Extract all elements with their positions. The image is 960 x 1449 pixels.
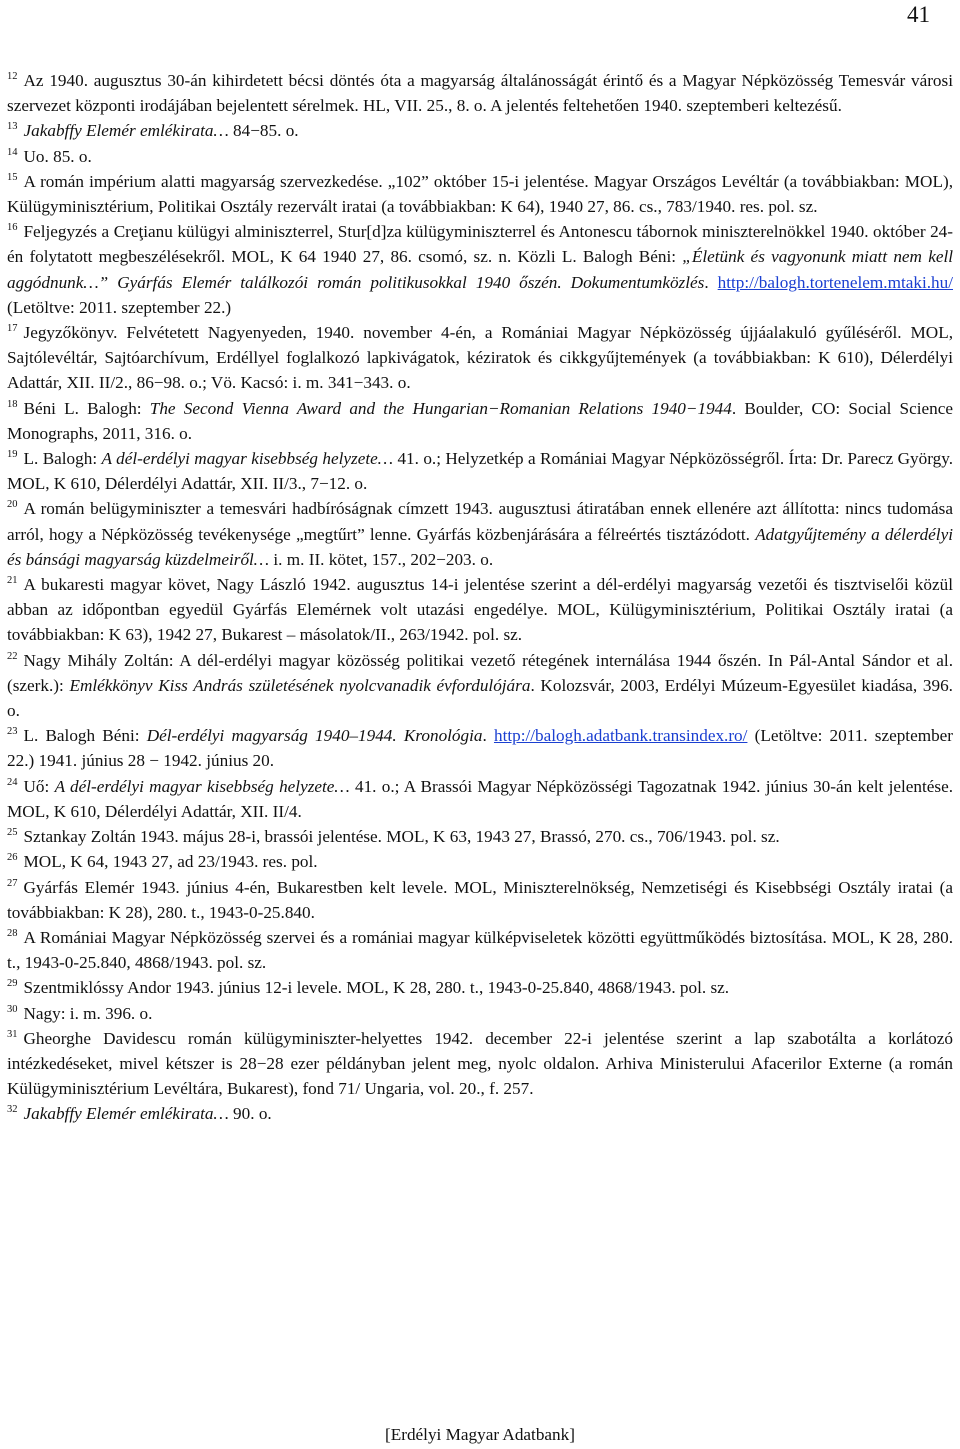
footnote-text: Sztankay Zoltán 1943. május 28-i, brassói jelentése. MOL, K 63, 1943 27, Brassó, 270. cs., 706/1943. pol. sz.: [23, 827, 780, 847]
footnote-number: 32: [7, 1104, 18, 1116]
footnote-number: 16: [7, 222, 18, 234]
footnote-text: 90. o.: [228, 1104, 272, 1124]
footnote: [7, 68, 953, 118]
footnote-italic-text: Adatgyűjtemény a délerdélyi és bánsági magyarság küzdelmeiről…: [7, 524, 953, 569]
footnote-number: 18: [7, 398, 18, 410]
footnote-number: 29: [7, 978, 18, 990]
footnote-italic-text: The Second Vienna Award and the Hungarian−Romanian Relations 1940−1944: [149, 398, 732, 418]
footnote: [7, 875, 953, 925]
footnote-text: i. m. II. kötet, 157., 202−203. o.: [269, 549, 494, 569]
footnote-text: Nagy: i. m. 396. o.: [23, 1003, 153, 1023]
footnote-text: Jegyzőkönyv. Felvétetett Nagyenyeden, 1940. november 4-én, a Romániai Magyar Népközösség újjáalakuló gyűléséről. MOL, Sajtólevéltár, Sajtóarchívum, Erdéllyel foglalkozó lapkivágatok, kéziratok és cikkgyűjtemények (a továbbiakban: K 610), Délerdélyi Adattár, XII. II/2., 86−98. o.; Vö. Kacsó: i. m. 341−343. o.: [7, 323, 953, 393]
footnote: [7, 975, 953, 1000]
footnotes-list: [7, 68, 953, 1127]
footnote: [7, 824, 953, 849]
footnote-text: . Kolozsvár, 2003, Erdélyi Múzeum-Egyesület kiadása, 396. o.: [7, 675, 953, 721]
footnote-number: 21: [7, 575, 18, 587]
footnote-text: (Letöltve: 2011. szeptember 22.) 1941. június 28 − 1942. június 20.: [7, 726, 954, 771]
page-footer: [Erdélyi Magyar Adatbank]: [385, 1425, 575, 1444]
footnote: [7, 925, 953, 975]
footnote-text: Béni L. Balogh:: [23, 398, 150, 418]
footnote: [7, 723, 953, 773]
footnote: [7, 1001, 953, 1026]
footnote-text: Feljegyzés a Creţianu külügyi alminiszterrel, Stur[d]za külügyminiszterrel és Antonescu tábornok miniszterelnökkel 1940. október 24-én folytatott megbeszélésekről. MOL, K 64 1940 27, 86. csomó, sz. n. Közli L. Balogh Béni:: [7, 222, 953, 267]
footnote-text: L. Balogh:: [23, 449, 102, 469]
footnote-number: 19: [7, 449, 18, 461]
footnote-text: L. Balogh Béni:: [23, 726, 147, 746]
footnote: [7, 118, 953, 143]
footnote-number: 27: [7, 877, 18, 889]
footnote: [7, 774, 953, 824]
footnote: [7, 849, 953, 874]
footnote-italic-text: Dél-erdélyi magyarság 1940–1944. Kronológia: [146, 726, 483, 746]
footnote: [7, 1101, 953, 1126]
footnote-text: Gyárfás Elemér 1943. június 4-én, Bukarestben kelt levele. MOL, Miniszterelnökség, Nemzetiségi és Kisebbségi Osztály iratai (a továbbiakban: K 28), 280. t., 1943-0-25.840.: [7, 877, 953, 922]
footnote: [7, 396, 953, 446]
footnote-text: 84−85. o.: [228, 121, 299, 141]
footnote-link[interactable]: http://balogh.adatbank.transindex.ro/: [493, 726, 748, 746]
footnote-text: A bukaresti magyar követ, Nagy László 1942. augusztus 14-i jelentése szerint a dél-erdélyi magyarság vezetői és tisztviselői közül abban az időpontban egyedül Gyárfás Elemérnek volt utazási engedélye. MOL, Külügyminisztérium, Politikai Osztály iratai (a továbbiakban: K 63), 1942 27, Bukarest – másolatok/II., 263/1942. pol. sz.: [7, 575, 953, 645]
footnote-text: Uo. 85. o.: [23, 146, 92, 166]
footnote-number: 17: [7, 323, 18, 335]
footnote-text: (Letöltve: 2011. szeptember 22.): [7, 297, 232, 317]
footnote-number: 20: [7, 499, 18, 511]
footnote-number: 22: [7, 650, 18, 662]
footnote-text: .: [482, 726, 494, 746]
footnote-text: MOL, K 64, 1943 27, ad 23/1943. res. pol.: [23, 852, 318, 872]
footnote-text: 41. o.; A Brassói Magyar Népközösségi Tagozatnak 1942. június 30-án kelt jelentése. MOL, K 610, Délerdélyi Adattár, XII. II/4.: [7, 776, 953, 821]
footnote-text: Szentmiklóssy Andor 1943. június 12-i levele. MOL, K 28, 280. t., 1943-0-25.840, 4868/1943. pol. sz.: [23, 978, 730, 998]
footnote-text: .: [704, 272, 718, 292]
footnote: [7, 144, 953, 169]
footnote-text: . Boulder, CO: Social Science Monographs, 2011, 316. o.: [7, 398, 953, 443]
footnote-number: 15: [7, 171, 18, 183]
page-number: 41: [907, 2, 930, 27]
footnote-italic-text: A dél-erdélyi magyar kisebbség helyzete…: [54, 776, 350, 796]
footnote-text: A Romániai Magyar Népközösség szervei és a romániai magyar külképviseletek közötti együttműködés biztosítása. MOL, K 28, 280. t., 1943-0-25.840, 4868/1943. pol. sz.: [7, 927, 953, 973]
footnote: [7, 1026, 953, 1102]
footnote-text: Gheorghe Davidescu román külügyminiszter-helyettes 1942. december 22-i jelentése szerint a lap szabotálta a korlátozó intézkedéseket, mivel kétszer is 28−28 ezer példányban jelent meg, nyolc oldalon. Arhiva Ministerului Afacerilor Externe (a román Külügyminisztérium Levéltára, Bukarest), fond 71/ Ungaria, vol. 20., f. 257.: [7, 1028, 953, 1099]
footnote: [7, 169, 953, 219]
footnote-text: A román impérium alatti magyarság szervezkedése. „102” október 15-i jelentése. Magyar Országos Levéltár (a továbbiakban: MOL), Külügyminisztérium, Politikai Osztály rezervált iratai (a továbbiakban: K 64), 1940 27, 86. cs., 783/1940. res. pol. sz.: [7, 171, 953, 217]
footnote-number: 30: [7, 1003, 18, 1015]
footnote-text: Nagy Mihály Zoltán: A dél-erdélyi magyar közösség politikai vezető rétegének internálása 1944 őszén. In Pál-Antal Sándor et al. (szerk.):: [7, 650, 953, 695]
footnote: [7, 496, 953, 572]
footnote-text: Az 1940. augusztus 30-án kihirdetett bécsi döntés óta a magyarság általánosságát érintő és a Magyar Népközösség Temesvár városi szervezet központi irodájában bejelentett sérelmek. HL, VII. 25., 8. o. A jelentés feltehetően 1940. szeptemberi keltezésű.: [7, 71, 953, 116]
footnote: [7, 446, 953, 496]
footnote-number: 23: [7, 726, 18, 738]
footnote-link[interactable]: http://balogh.tortenelem.mtaki.hu/: [717, 272, 953, 292]
footnote-number: 31: [7, 1028, 18, 1040]
footnote-text: Uő:: [23, 776, 55, 796]
footnote-number: 12: [7, 71, 18, 82]
footnote-number: 13: [7, 121, 18, 133]
footnote-number: 14: [7, 146, 18, 158]
footnote-number: 25: [7, 827, 18, 839]
footnote-number: 24: [7, 776, 18, 788]
footnote: [7, 320, 953, 396]
footnote-text: 41. o.; Helyzetkép a Romániai Magyar Népközösségről. Írta: Dr. Parecz György. MOL, K 610, Délerdélyi Adattár, XII. II/3., 7−12. o.: [7, 449, 954, 494]
footnote-italic-text: Jakabffy Elemér emlékirata…: [23, 1104, 229, 1124]
footnote-italic-text: A dél-erdélyi magyar kisebbség helyzete…: [101, 449, 394, 469]
footnote-italic-text: Jakabffy Elemér emlékirata…: [23, 121, 229, 141]
footnote-number: 26: [7, 852, 18, 864]
footnote: [7, 572, 953, 648]
footnote-italic-text: Emlékkönyv Kiss András születésének nyolcvanadik évfordulójára: [69, 675, 531, 695]
footnote: [7, 219, 953, 320]
footnote-italic-text: „Életünk és vagyonunk miatt nem kell aggódnunk…” Gyárfás Elemér találkozói román politikusokkal 1940 őszén. Dokumentumközlés: [7, 247, 953, 292]
footnote-number: 28: [7, 927, 18, 939]
footnote: [7, 648, 953, 724]
footnote-text: A román belügyminiszter a temesvári hadbíróságnak címzett 1943. augusztusi átiratában ennek ellenére azt állította: nincs tudomása arról, hogy a Népközösség tevékenysége „megtűrt” lenne. Gyárfás közbenjárására a félreértés tisztázódott.: [7, 499, 953, 544]
